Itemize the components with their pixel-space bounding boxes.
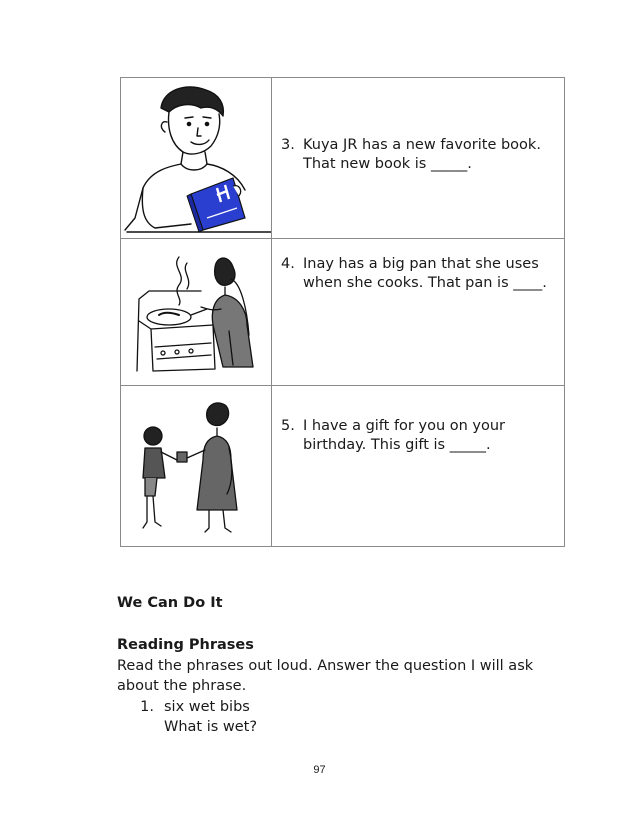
item-number: 4. [281,256,295,272]
phrase-text: six wet bibs [164,699,250,715]
item-text: Kuya JR has a new favorite book. That new book is _____. [303,137,541,172]
exercise-row [121,78,565,239]
boy-reading-book-illustration [121,78,271,238]
illustration-cell [121,239,272,386]
item-number: 5. [281,418,295,434]
phrase-list [117,697,257,737]
instructions-text: Read the phrases out loud. Answer the question I will ask about the phrase. [117,658,534,694]
phrase-question: What is wet? [164,719,258,735]
question-cell [272,239,565,386]
subsection-title: Reading Phrases [117,637,254,653]
item-text: Inay has a big pan that she uses when she cooks. That pan is ____. [303,256,547,291]
item-number: 3. [281,137,295,153]
woman-cooking-illustration [121,239,271,385]
exercise-item [272,239,564,293]
phrase-number: 1. [140,699,154,715]
phrase-body [154,697,257,737]
illustration-cell [121,78,272,239]
exercise-row [121,239,565,386]
page-number: 97 [313,764,326,776]
exercise-item [272,78,564,174]
boy-giving-gift-illustration [121,386,271,546]
item-text: I have a gift for you on your birthday. This gift is _____. [303,418,506,453]
exercise-table [120,77,565,547]
illustration-cell [121,386,272,547]
question-cell [272,78,565,239]
question-cell [272,386,565,547]
exercise-row [121,386,565,547]
exercise-item [272,386,564,455]
phrase-item [117,697,257,737]
section-title: We Can Do It [117,595,223,611]
